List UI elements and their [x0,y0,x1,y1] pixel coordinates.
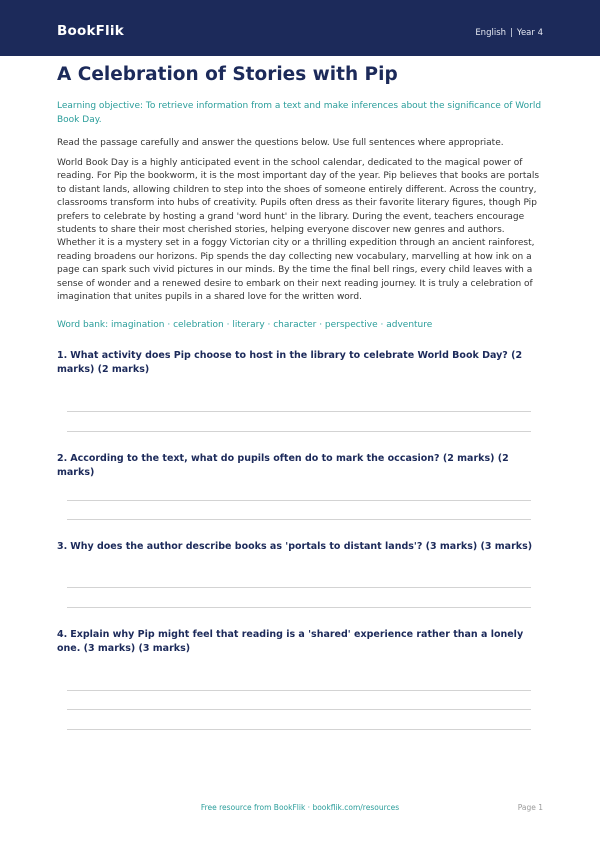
question-text: Explain why Pip might feel that reading is a 'shared' experience rather than a lonely one. (3 marks) (3 marks) [57,629,524,654]
year-label: Year 4 [516,28,543,38]
instructions: Read the passage carefully and answer the questions below. Use full sentences where appropriate. [57,138,504,148]
brand-logo: BookFlik [57,23,124,39]
footer-resource-link[interactable]: Free resource from BookFlik · bookflik.com/resources [200,803,400,812]
header-bar [0,0,600,56]
worksheet-title: A Celebration of Stories with Pip [57,64,398,85]
word-bank: Word bank: imagination · celebration · literary · character · perspective · adventure [57,320,433,330]
answer-line[interactable] [67,411,531,412]
answer-line[interactable] [67,500,531,501]
question-text: Why does the author describe books as 'portals to distant lands'? (3 marks) (3 marks) [70,541,533,552]
answer-line[interactable] [67,431,531,432]
question-number: 2. [57,453,68,464]
question-1 [57,349,543,377]
question-number: 4. [57,629,68,640]
question-4 [57,628,543,656]
answer-line[interactable] [67,709,531,710]
question-2 [57,452,543,480]
answer-line[interactable] [67,690,531,691]
meta-separator: | [510,28,513,38]
question-number: 3. [57,541,68,552]
question-text: What activity does Pip choose to host in the library to celebrate World Book Day? (2 marks) (2 marks) [57,350,523,375]
subject-label: English [475,28,507,38]
reading-passage: World Book Day is a highly anticipated event in the school calendar, dedicated to the magical power of reading. For Pip the bookworm, it is the most important day of the year. Pip believes that books are portals to distant lands, allowing children to step into the shoes of someone entirely different. Across the country, classrooms transform into hubs of creativity. Pupils often dress as their favorite literary figures, though Pip prefers to celebrate by hosting a grand 'word hunt' in the library. During the event, teachers encourage students to share their most cherished stories, helping everyone discover new genres and authors. Whether it is a mystery set in a foggy Victorian city or a thrilling expedition through an ancient rainforest, reading broadens our horizons. Pip spends the day collecting new vocabulary, marvelling at how ink on a page can spark such vivid pictures in our minds. By the time the final bell rings, every child leaves with a sense of wonder and a renewed desire to embark on their next reading journey. It is truly a celebration of imagination that unites pupils in a shared love for the written word. [57,158,540,303]
subject-year [475,28,543,38]
question-number: 1. [57,350,68,361]
answer-line[interactable] [67,519,531,520]
question-3 [57,540,543,554]
answer-line[interactable] [67,587,531,588]
answer-line[interactable] [67,607,531,608]
question-text: According to the text, what do pupils often do to mark the occasion? (2 marks) (2 marks) [57,453,509,478]
answer-line[interactable] [67,729,531,730]
learning-objective: Learning objective: To retrieve information from a text and make inferences about the significance of World Book Day. [57,101,542,125]
page-number: Page 1 [517,803,543,812]
